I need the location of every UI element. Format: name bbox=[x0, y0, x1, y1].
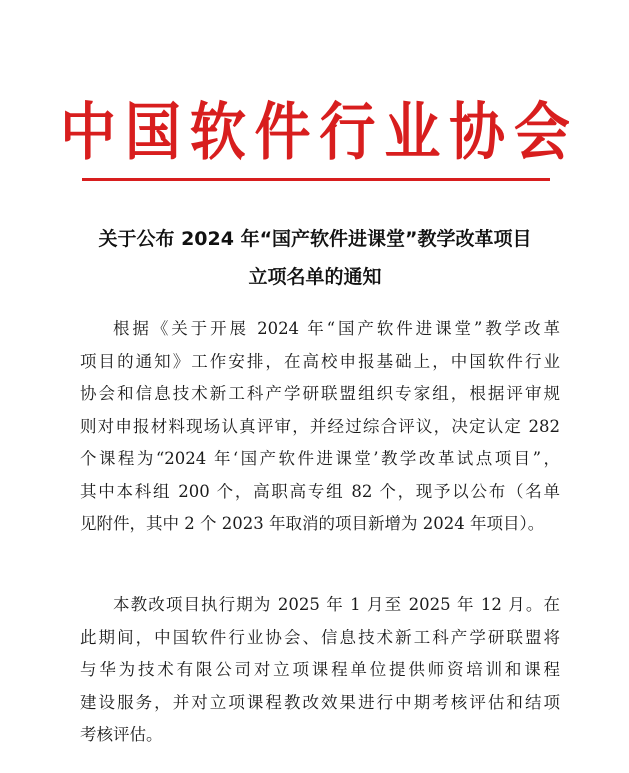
letterhead-char: 软 bbox=[189, 95, 246, 169]
letterhead-char: 行 bbox=[319, 95, 376, 169]
paragraph-line: 项目的通知》工作安排，在高校申报基础上，中国软件行业 bbox=[80, 351, 560, 371]
letterhead-divider bbox=[82, 178, 550, 181]
paragraph-line: 此期间，中国软件行业协会、信息技术新工科产学研联盟将 bbox=[80, 627, 560, 647]
org-letterhead bbox=[60, 92, 570, 172]
letterhead-char: 会 bbox=[513, 95, 570, 169]
paragraph-line: 其中本科组 200 个，高职高专组 82 个，现予以公布（名单 bbox=[80, 481, 560, 501]
paragraph-line: 本教改项目执行期为 2025 年 1 月至 2025 年 12 月。在 bbox=[113, 595, 560, 614]
letterhead-char: 国 bbox=[124, 95, 181, 169]
paragraph-line: 建设服务，并对立项课程教改效果进行中期考核评估和结项 bbox=[80, 692, 560, 712]
notice-title-line-2: 立项名单的通知 bbox=[248, 266, 382, 288]
letterhead-char: 业 bbox=[384, 95, 441, 169]
letterhead-char: 件 bbox=[254, 95, 311, 169]
paragraph-line: 则对申报材料现场认真评审，并经过综合评议，决定认定 282 bbox=[80, 416, 560, 436]
paragraph-line: 考核评估。 bbox=[80, 725, 163, 744]
body-paragraph-1 bbox=[80, 313, 560, 541]
body-paragraph-2 bbox=[80, 589, 560, 752]
letterhead-char: 中 bbox=[60, 95, 116, 169]
paragraph-line: 见附件，其中 2 个 2023 年取消的项目新增为 2024 年项目）。 bbox=[80, 514, 545, 533]
paragraph-line: 个课程为“2024 年‘国产软件进课堂’教学改革试点项目”， bbox=[80, 449, 560, 468]
letterhead-char: 协 bbox=[449, 95, 506, 169]
paragraph-line: 根据《关于开展 2024 年“国产软件进课堂”教学改革 bbox=[113, 319, 560, 338]
paragraph-line: 协会和信息技术新工科产学研联盟组织专家组，根据评审规 bbox=[80, 384, 560, 403]
paragraph-line: 与华为技术有限公司对立项课程单位提供师资培训和课程 bbox=[80, 660, 560, 679]
notice-title-line-1: 关于公布 2024 年“国产软件进课堂”教学改革项目 bbox=[98, 228, 532, 250]
